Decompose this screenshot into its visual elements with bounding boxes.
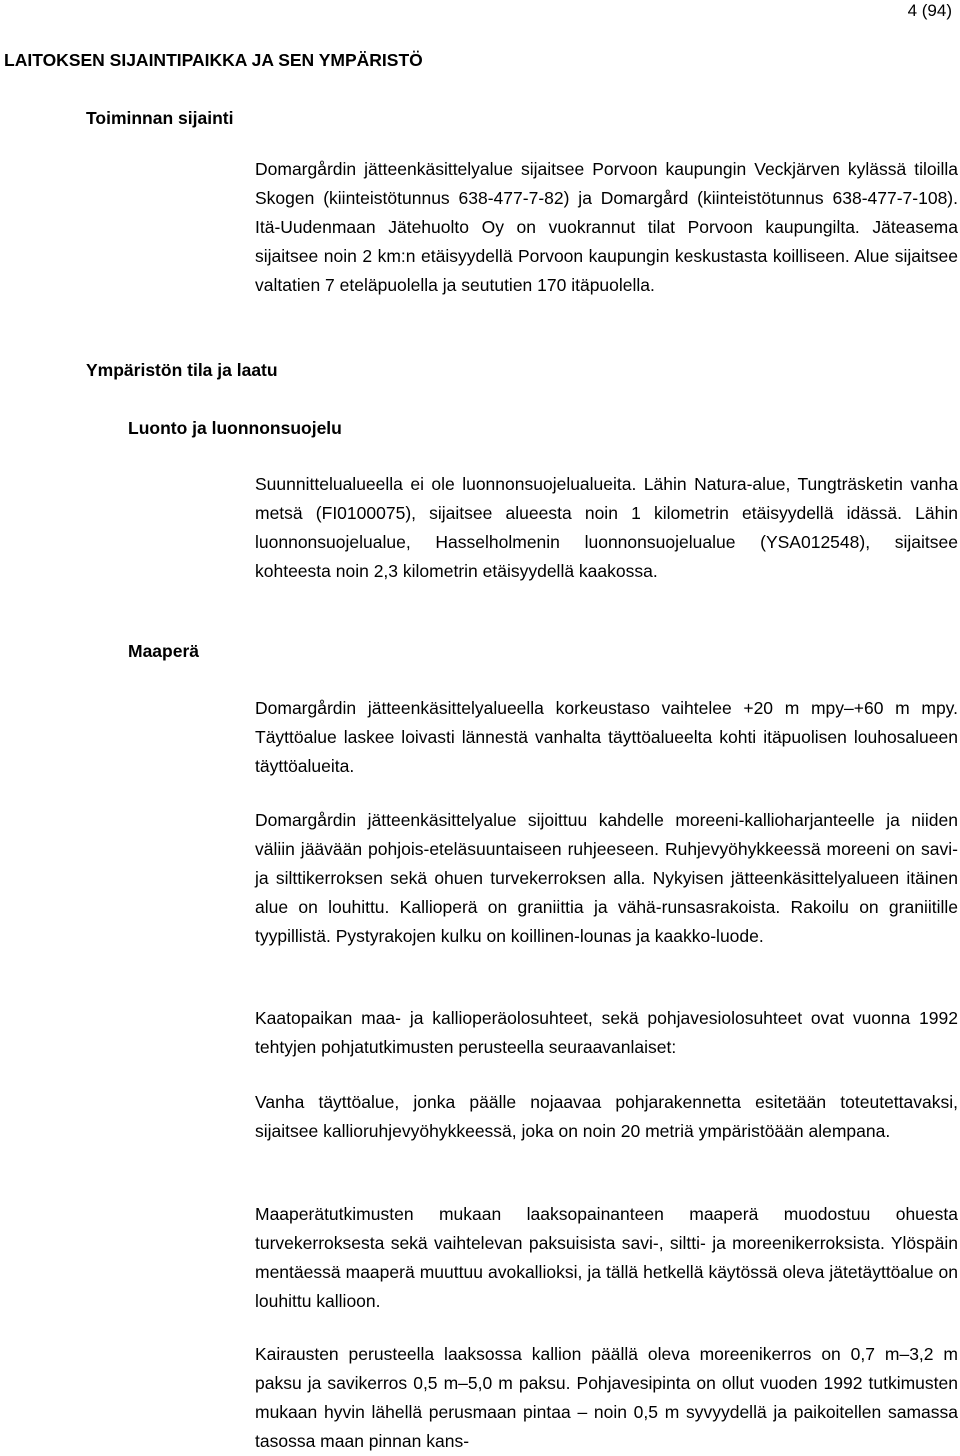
paragraph-soil-6: Kairausten perusteella laaksossa kallion päällä oleva moreenikerros on 0,7 m–3,2 m paksu ja savikerros 0,5 m–5,0 m paksu. Pohjavesipinta on ollut vuoden 1992 tutkimusten mukaan hyvin lähellä perusmaan pintaa – noin 0,5 m syvyydellä ja paikoitellen samassa tasossa maan pinnan kans- (255, 1344, 958, 1451)
paragraph-soil-2: Domargårdin jätteenkäsittelyalue sijoittuu kahdelle moreeni-kallioharjanteelle ja niiden väliin jäävään pohjois-eteläsuuntaiseen ruhjeeseen. Ruhjevyöhykkeessä moreeni on savi- ja silttikerroksen sekä ohuen turvekerroksen alla. Nykyisen jätteenkäsittelyalueen itäinen alue on louhittu. Kallioperä on graniittia ja vähä-runsasrakoista. Rakoilu on graniitille tyypillistä. Pystyrakojen kulku on koillinen-lounas ja kaakko-luode. (255, 810, 958, 946)
section-heading: LAITOKSEN SIJAINTIPAIKKA JA SEN YMPÄRISTÖ (4, 50, 423, 70)
paragraph-soil-3: Kaatopaikan maa- ja kallioperäolosuhteet, sekä pohjavesiolosuhteet ovat vuonna 1992 tehtyjen pohjatutkimusten perusteella seuraavanlaiset: (255, 1008, 958, 1057)
subsection-heading-soil: Maaperä (128, 641, 200, 661)
subsection-heading-environment: Ympäristön tila ja laatu (86, 360, 278, 380)
paragraph-soil-4: Vanha täyttöalue, jonka päälle nojaavaa pohjarakennetta esitetään toteutettavaksi, sijaitsee kallioruhjevyöhykkeessä, joka on noin 20 metriä ympäristöään alempana. (255, 1092, 958, 1141)
subsection-heading-nature: Luonto ja luonnonsuojelu (128, 418, 342, 438)
paragraph-soil-5: Maaperätutkimusten mukaan laaksopainanteen maaperä muodostuu ohuesta turvekerroksesta sekä vaihtelevan paksuisista savi-, siltti- ja moreenikerroksista. Ylöspäin mentäessä maaperä muuttuu avokallioksi, ja tällä hetkellä käytössä oleva jätetäyttöalue on louhittu kallioon. (255, 1204, 958, 1311)
paragraph-location: Domargårdin jätteenkäsittelyalue sijaitsee Porvoon kaupungin Veckjärven kylässä tiloilla Skogen (kiinteistötunnus 638-477-7-82) ja Domargård (kiinteistötunnus 638-477-7-108). Itä-Uudenmaan Jätehuolto Oy on vuokrannut tilat Porvoon kaupungilta. Jäteasema sijaitsee noin 2 km:n etäisyydellä Porvoon kaupungin keskustasta koilliseen. Alue sijaitsee valtatien 7 eteläpuolella ja seututien 170 itäpuolella. (255, 159, 958, 295)
paragraph-soil-1: Domargårdin jätteenkäsittelyalueella korkeustaso vaihtelee +20 m mpy–+60 m mpy. Täyttöalue laskee loivasti lännestä vanhalta täyttöalueelta kohti itäpuolisen louhosalueen täyttöalueita. (255, 698, 958, 776)
paragraph-nature: Suunnittelualueella ei ole luonnonsuojelualueita. Lähin Natura-alue, Tungträsketin vanha metsä (FI0100075), sijaitsee alueesta noin 1 kilometrin etäisyydellä idässä. Lähin luonnonsuojelualue, Hasselholmenin luonnonsuojelualue (YSA012548), sijaitsee kohteesta noin 2,3 kilometrin etäisyydellä kaakossa. (255, 474, 958, 581)
subsection-heading-location: Toiminnan sijainti (86, 108, 234, 128)
page-number: 4 (94) (907, 1, 952, 20)
